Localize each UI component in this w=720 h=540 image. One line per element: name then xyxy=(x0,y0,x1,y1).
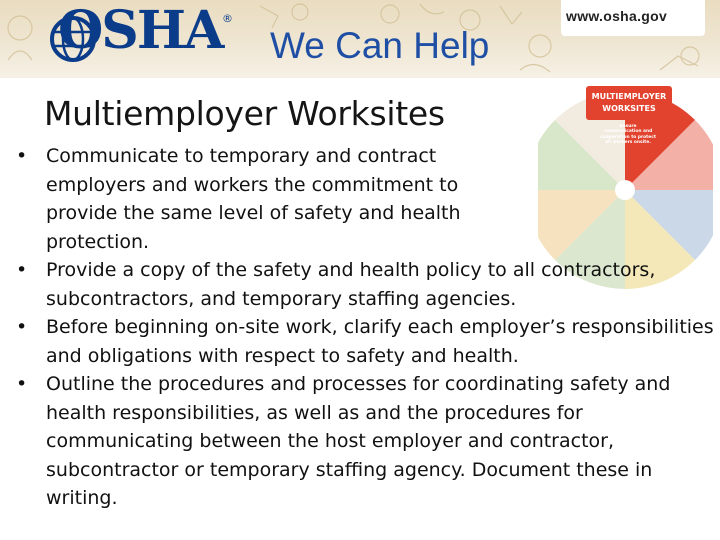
bullet-dot: • xyxy=(16,373,28,395)
wheel-title-line1: MULTIEMPLOYER xyxy=(591,92,667,101)
wheel-center-text: Ensure communication and cooperation to protect all workers onsite. xyxy=(600,124,656,146)
header-banner xyxy=(0,0,720,78)
slide-title: Multiemployer Worksites xyxy=(44,94,445,133)
bullet-item xyxy=(12,256,706,313)
osha-logo-text: OSHA xyxy=(58,0,223,61)
bullet-text: Communicate to temporary and contract employers and workers the commitment to provide the same level of safety and health protection. xyxy=(46,145,461,253)
bullet-item xyxy=(12,142,516,256)
website-url: www.osha.gov xyxy=(566,8,668,24)
bullet-text: Provide a copy of the safety and health policy to all contractors, subcontractors, and temporary staffing agencies. xyxy=(46,259,656,310)
bullet-text: Outline the procedures and processes for coordinating safety and health responsibilities, as well as and the procedures for communicating between the host employer and contractor, subcontractor or temporary staffing agency. Document these in writing. xyxy=(46,373,671,509)
bullet-list xyxy=(12,142,720,513)
wheel-title-line2: WORKSITES xyxy=(602,104,656,113)
registered-mark: ® xyxy=(222,12,233,25)
bullet-dot: • xyxy=(16,316,28,338)
bullet-item xyxy=(12,313,720,370)
bullet-text: Before beginning on-site work, clarify each employer’s responsibilities and obligations with respect to safety and health. xyxy=(46,316,714,367)
bullet-item xyxy=(12,370,720,513)
bullet-dot: • xyxy=(16,145,28,167)
bullet-dot: • xyxy=(16,259,28,281)
tagline: We Can Help xyxy=(270,25,490,66)
